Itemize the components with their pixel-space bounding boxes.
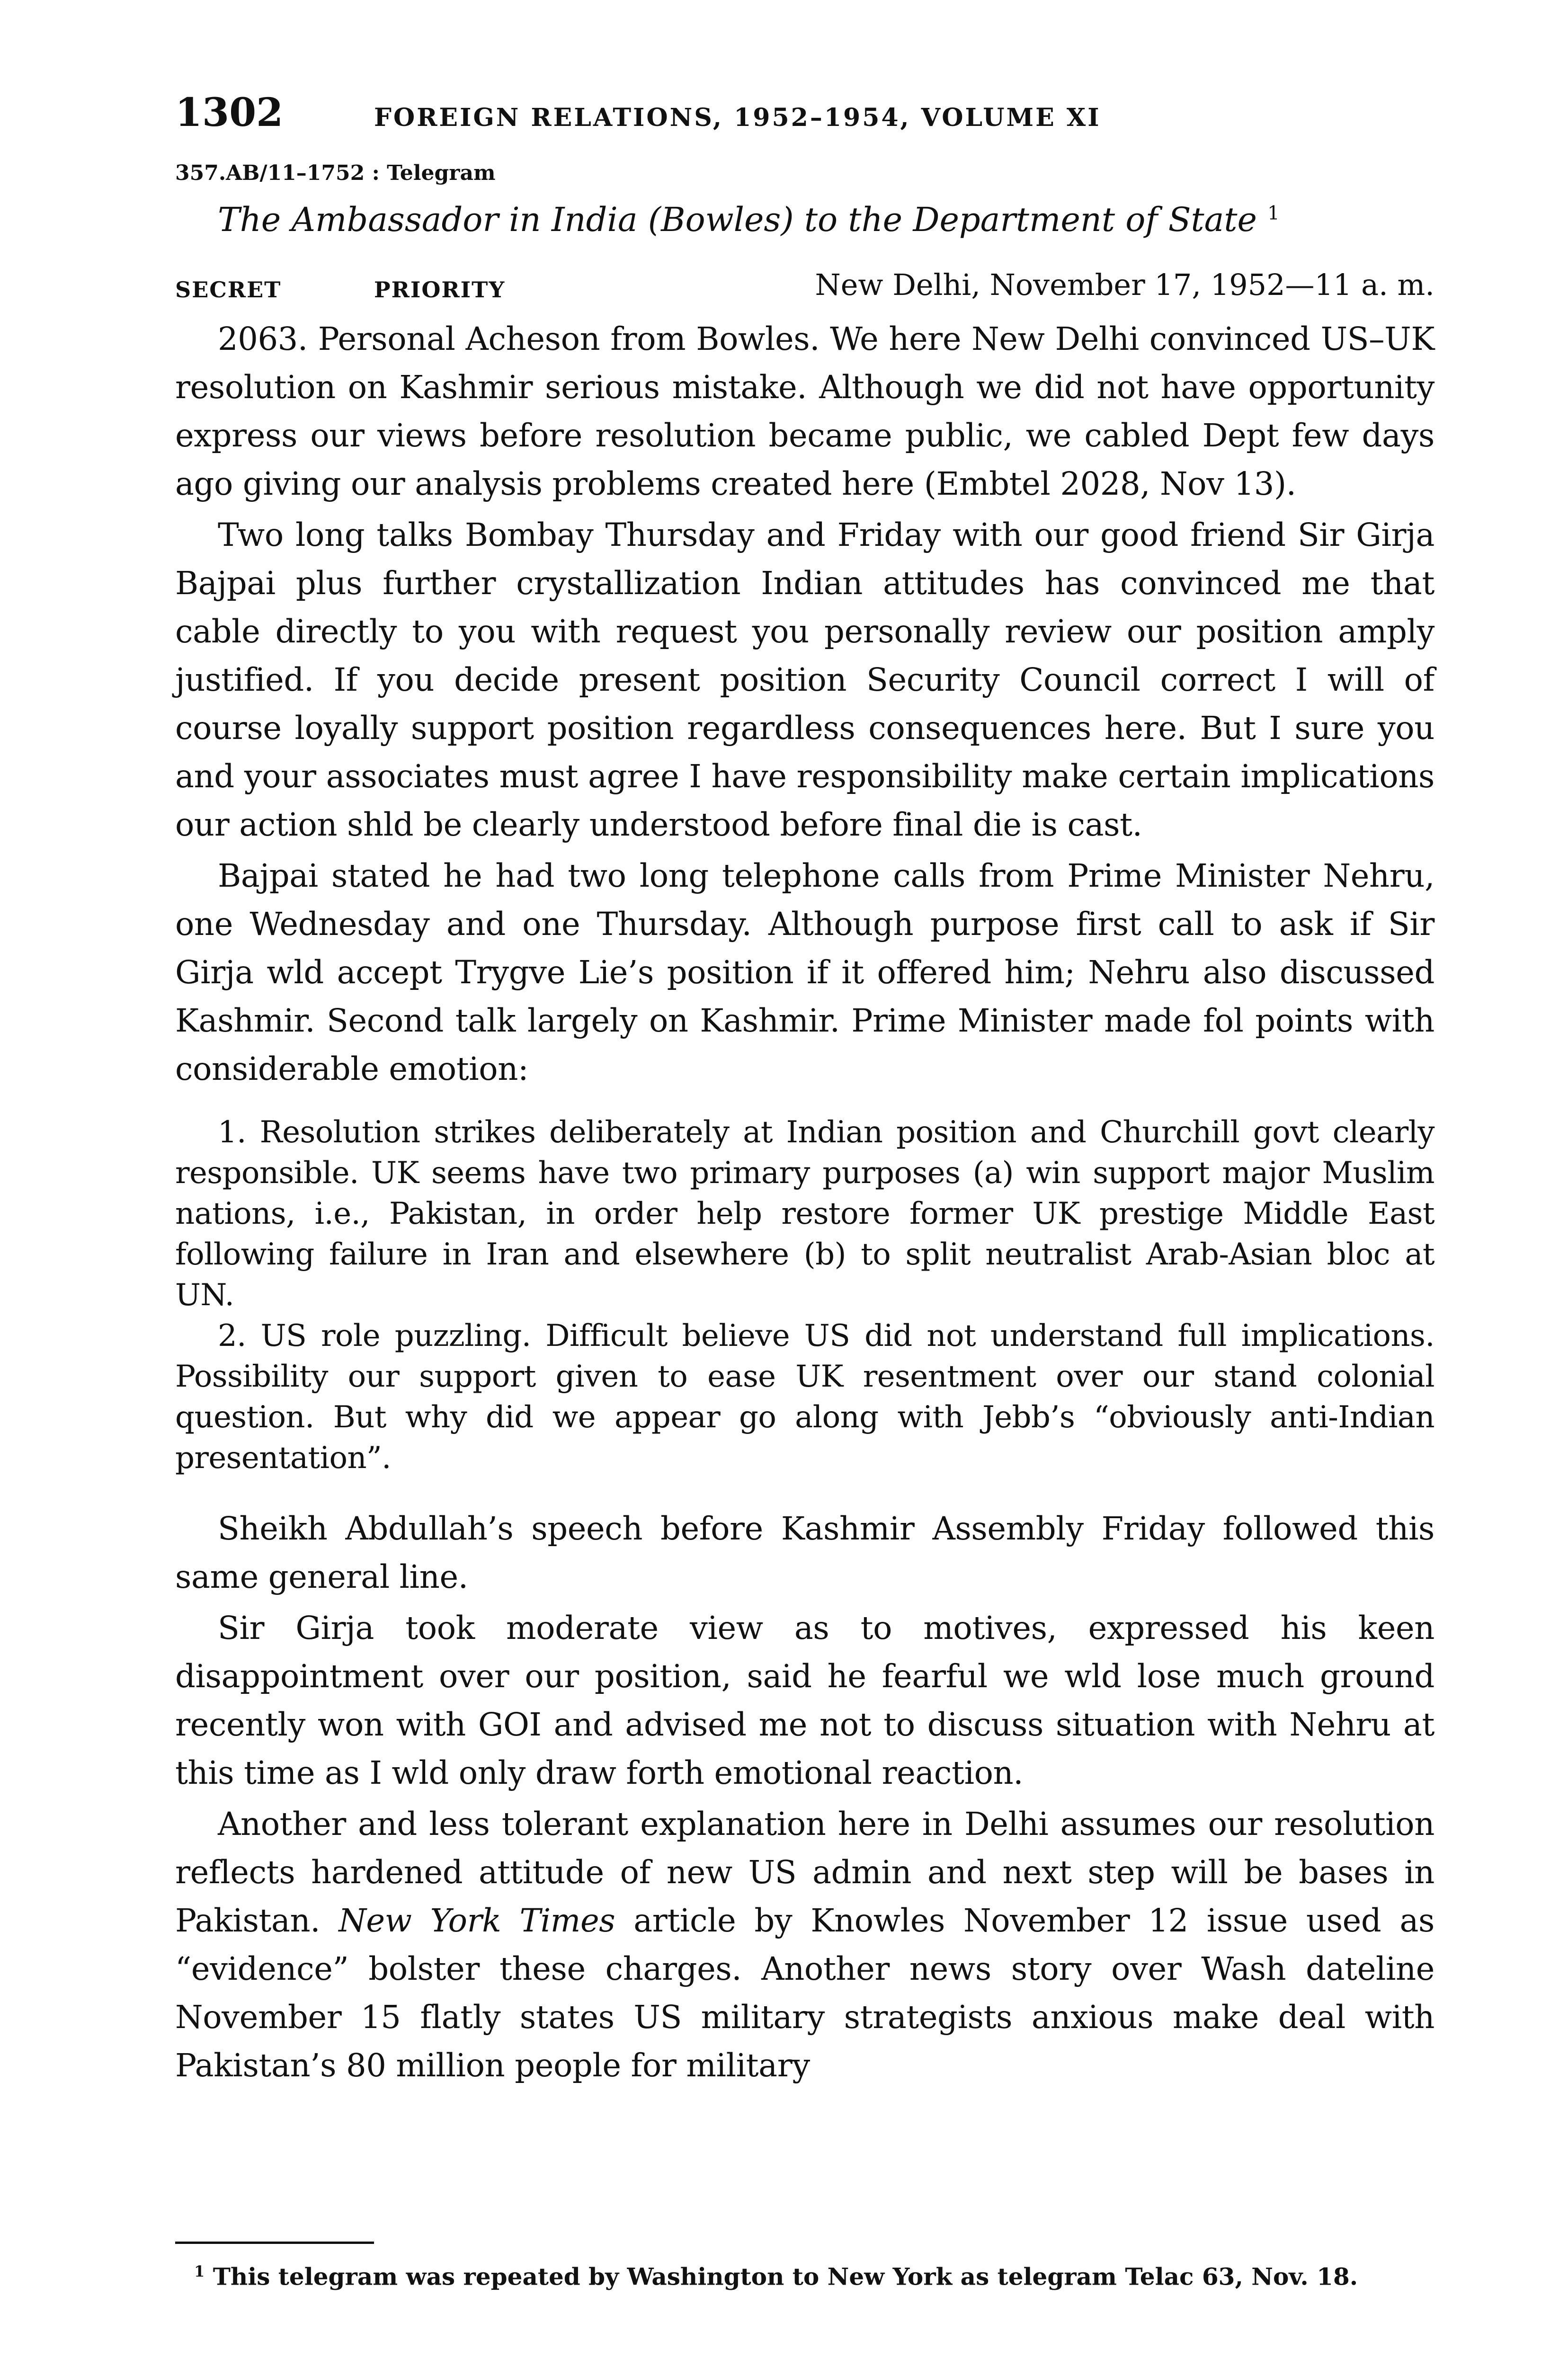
paragraph-text: article by Knowles November 12 issue used as “evidence” bolster these charges. Another news story over Wash dateline November 15 flatly states US military strategists anxious make deal with Pakistan’s 80 million people for military — [175, 1902, 1434, 2084]
footnote-divider — [175, 2242, 374, 2244]
paragraph: Two long talks Bombay Thursday and Friday with our good friend Sir Girja Bajpai plus further crystallization Indian attitudes has convinced me that cable directly to you with request you personally review our position amply justified. If you decide present position Security Council correct I will of course loyally support position regardless consequences here. But I sure you and your associates must agree I have responsibility make certain implications our action shld be clearly understood before final die is cast. — [175, 516, 1434, 843]
running-head — [175, 90, 1434, 142]
footnote — [175, 2253, 1434, 2295]
paragraph-text: Another and less tolerant explanation here in Delhi assumes our resolution reflects hardened attitude of new US admin and next step will be bases in Pakistan. — [175, 1806, 1434, 1939]
file-reference: 357.AB/11–1752 : Telegram — [175, 161, 496, 185]
classification: SECRET — [175, 277, 282, 303]
footnote-text: This telegram was repeated by Washington to New York as telegram Telac 63, Nov. 18. — [213, 2262, 1358, 2291]
telegram-header — [175, 263, 1434, 310]
page-content — [175, 90, 1434, 2092]
paragraph: Bajpai stated he had two long telephone calls from Prime Minister Nehru, one Wednesday and one Thursday. Although purpose first call to ask if Sir Girja wld accept Trygve Lie’s position if it offered him; Nehru also discussed Kashmir. Second talk largely on Kashmir. Prime Minister made fol points with considerable emotion: — [175, 857, 1434, 1087]
paragraph: Sir Girja took moderate view as to motives, expressed his keen disappointment over our position, said he fearful we wld lose much ground recently won with GOI and advised me not to discuss situation with Nehru at this time as I wld only draw forth emotional reaction. — [175, 1610, 1434, 1791]
footnote-mark: 1 — [194, 2262, 205, 2280]
newspaper-title: New York Times — [339, 1902, 615, 1939]
paragraph-last — [175, 1800, 1434, 2090]
paragraph: 2063. Personal Acheson from Bowles. We here New Delhi convinced US–UK resolution on Kashmir serious mistake. Although we did not have opportunity express our views before resolution became public, we cabled Dept few days ago giving our analysis problems created here (Embtel 2028, Nov 13). — [175, 320, 1434, 502]
document-title-text: The Ambassador in India (Bowles) to the Department of State — [218, 200, 1257, 239]
telegram-body — [175, 315, 1434, 2090]
place-and-date: New Delhi, November 17, 1952—11 a. m. — [815, 267, 1434, 302]
running-title: FOREIGN RELATIONS, 1952–1954, VOLUME XI — [374, 103, 1101, 132]
title-footnote-mark: 1 — [1267, 202, 1280, 224]
numbered-point: 2. US role puzzling. Difficult believe US did not understand full implications. Possibility our support given to ease UK resentment over our stand colonial question. But why did we appear go along with Jebb’s “obviously anti-Indian presentation”. — [175, 1318, 1434, 1476]
precedence: PRIORITY — [374, 277, 506, 303]
numbered-points — [175, 1112, 1434, 1478]
document-title — [175, 200, 1434, 239]
paragraph: Sheikh Abdullah’s speech before Kashmir Assembly Friday followed this same general line. — [175, 1510, 1434, 1595]
numbered-point: 1. Resolution strikes deliberately at Indian position and Churchill govt clearly responsible. UK seems have two primary purposes (a) win support major Muslim nations, i.e., Pakistan, in order help restore former UK prestige Middle East following failure in Iran and elsewhere (b) to split neutralist Arab-Asian bloc at UN. — [175, 1115, 1434, 1313]
page-number: 1302 — [175, 90, 284, 135]
